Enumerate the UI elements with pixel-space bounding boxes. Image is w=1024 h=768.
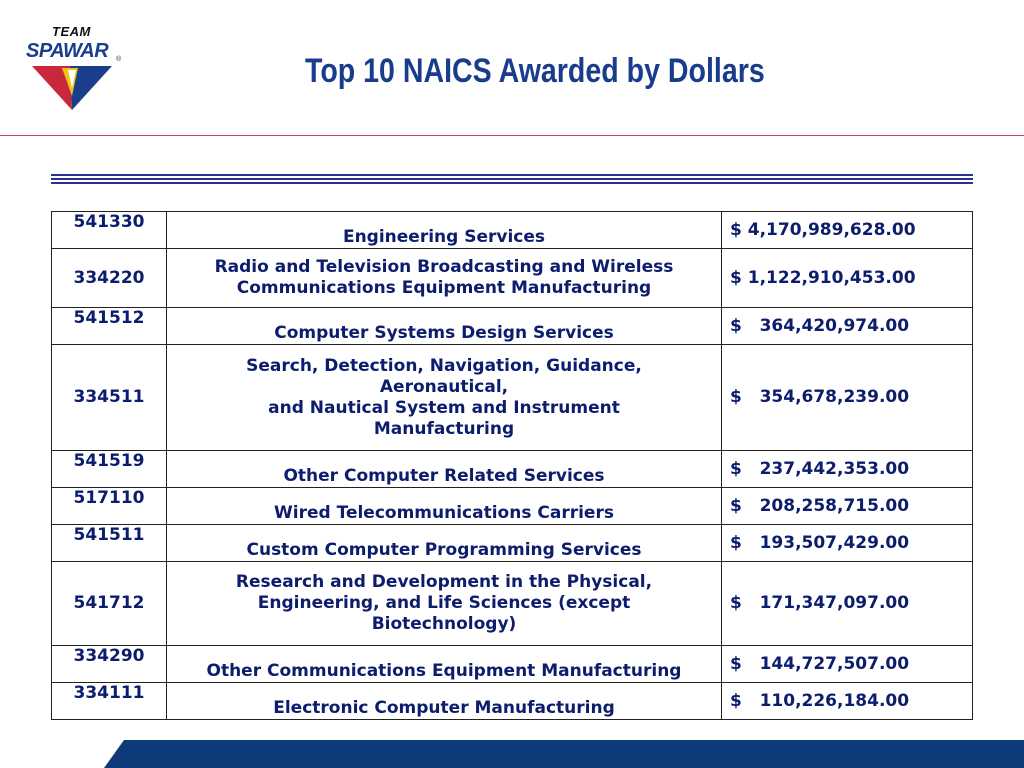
logo-registered-mark: ® [116,56,122,63]
naics-description [167,308,722,345]
table-row [52,345,973,451]
description-line: Electronic Computer Manufacturing [273,698,615,718]
description-line: Engineering Services [342,227,546,247]
description-line: Other Computer Related Services [283,466,605,486]
naics-code: 334220 [52,249,167,308]
table-row [52,646,973,683]
award-amount: $ 144,727,507.00 [722,646,973,683]
logo-triangle-icon [32,66,112,112]
award-amount: $ 4,170,989,628.00 [722,212,973,249]
award-amount: $ 171,347,097.00 [722,562,973,646]
description-line: Research and Development in the Physical, [235,572,653,592]
team-spawar-logo [22,24,126,114]
award-amount: $ 237,442,353.00 [722,451,973,488]
description-line: and Nautical System and Instrument [268,397,620,418]
description-line: Search, Detection, Navigation, Guidance, [246,355,642,376]
table-row [52,451,973,488]
award-amount: $ 1,122,910,453.00 [722,249,973,308]
description-line: Wired Telecommunications Carriers [274,503,614,523]
table-row [52,308,973,345]
naics-description [167,345,722,451]
naics-code: 334290 [52,646,167,683]
naics-code: 541519 [52,451,167,488]
description-line: Custom Computer Programming Services [246,540,642,560]
page-title: Top 10 NAICS Awarded by Dollars [305,52,765,90]
description-line: Aeronautical, [379,376,509,397]
naics-code: 334111 [52,683,167,720]
description-line: Communications Equipment Manufacturing [236,278,652,298]
description-line: Radio and Television Broadcasting and Wireless [214,257,674,277]
award-amount: $ 354,678,239.00 [722,345,973,451]
award-amount: $ 208,258,715.00 [722,488,973,525]
award-amount: $ 193,507,429.00 [722,525,973,562]
table-row [52,683,973,720]
table-row [52,249,973,308]
naics-description [167,212,722,249]
description-line: Engineering, and Life Sciences (except [257,593,631,613]
naics-code: 541511 [52,525,167,562]
naics-description [167,488,722,525]
award-amount: $ 364,420,974.00 [722,308,973,345]
naics-description [167,451,722,488]
description-line: Manufacturing [373,418,515,439]
award-amount: $ 110,226,184.00 [722,683,973,720]
table-row [52,212,973,249]
table-row [52,525,973,562]
naics-description [167,562,722,646]
table-row [52,562,973,646]
naics-description [167,249,722,308]
naics-description [167,683,722,720]
naics-code: 541512 [52,308,167,345]
naics-description [167,525,722,562]
naics-code: 541712 [52,562,167,646]
triple-line-divider [51,174,973,184]
description-line: Other Communications Equipment Manufacturing [206,661,682,681]
naics-code: 334511 [52,345,167,451]
logo-spawar-text: SPAWAR [26,40,109,62]
naics-table [51,211,973,720]
naics-code: 541330 [52,212,167,249]
footer-band [0,740,1024,768]
description-line: Computer Systems Design Services [274,323,614,343]
table-row [52,488,973,525]
header-divider [0,135,1024,136]
description-line: Biotechnology) [371,614,517,634]
naics-code: 517110 [52,488,167,525]
naics-description [167,646,722,683]
logo-team-text: TEAM [52,24,91,39]
